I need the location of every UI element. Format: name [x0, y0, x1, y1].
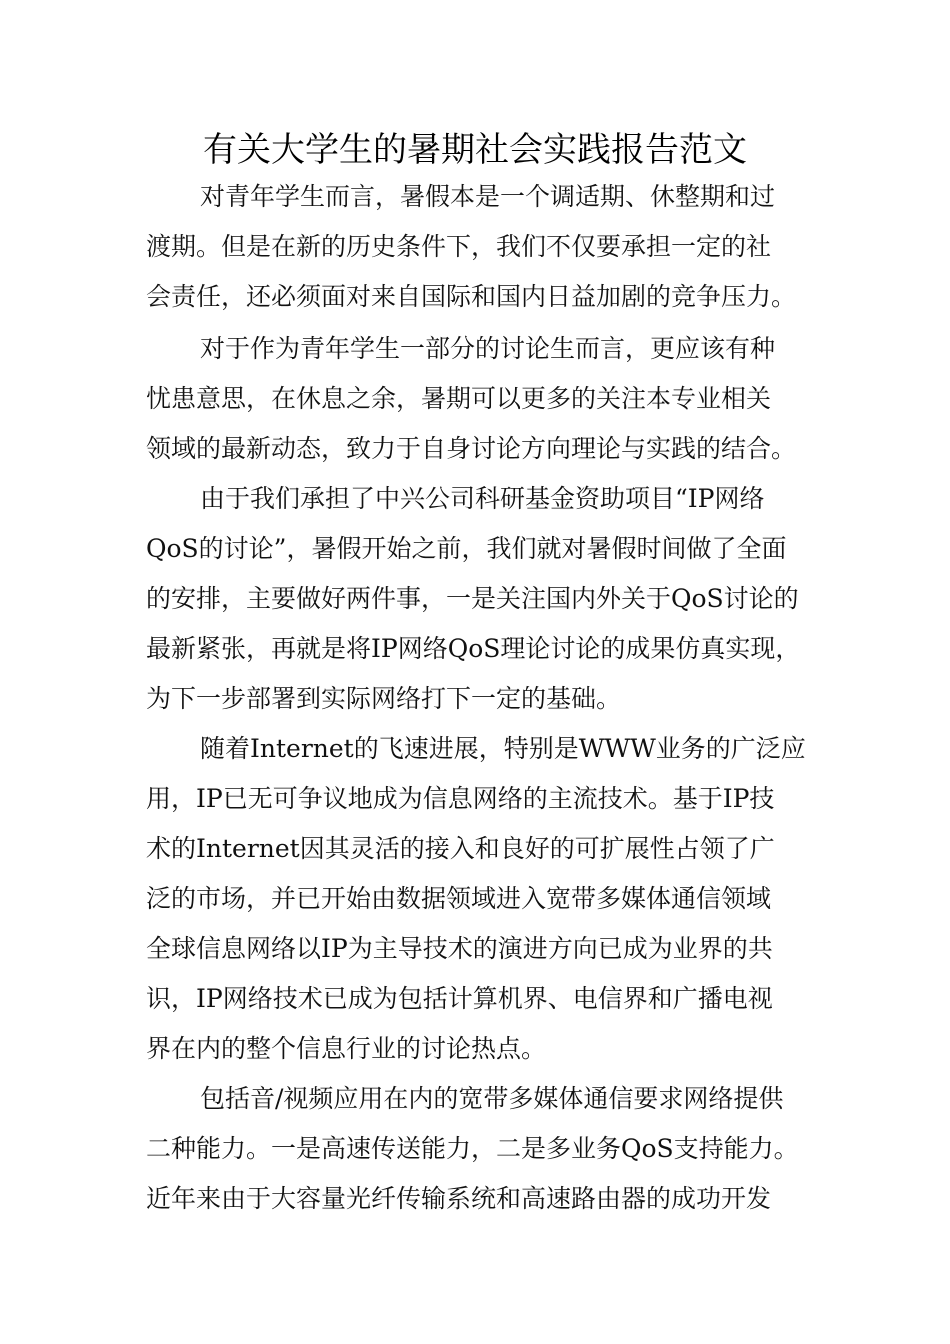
body-line: 渡期。但是在新的历史条件下，我们不仅要承担一定的社	[146, 232, 772, 261]
body-line: 领域的最新动态，致力于自身讨论方向理论与实践的结合。	[146, 434, 797, 463]
body-line: 对于作为青年学生一部分的讨论生而言，更应该有种	[200, 334, 776, 363]
body-line: 二种能力。一是高速传送能力，二是多业务QoS支持能力。	[146, 1134, 799, 1163]
document-title: 有关大学生的暑期社会实践报告范文	[203, 130, 747, 170]
body-line: 对青年学生而言，暑假本是一个调适期、休整期和过	[200, 182, 776, 211]
body-line: 的安排，主要做好两件事，一是关注国内外关于QoS讨论的	[146, 584, 799, 613]
body-line: 识，IP网络技术已成为包括计算机界、电信界和广播电视	[146, 984, 773, 1013]
body-line: 全球信息网络以IP为主导技术的演进方向已成为业界的共	[146, 934, 773, 963]
body-line: 最新紧张，再就是将IP网络QoS理论讨论的成果仿真实现，	[146, 634, 801, 663]
body-line: 术的Internet因其灵活的接入和良好的可扩展性占领了广	[146, 834, 775, 863]
body-line: 用，IP已无可争议地成为信息网络的主流技术。基于IP技	[146, 784, 775, 813]
body-line: QoS的讨论”，暑假开始之前，我们就对暑假时间做了全面	[146, 534, 787, 563]
body-line: 随着Internet的飞速进展，特别是WWW业务的广泛应	[200, 734, 806, 763]
body-line: 包括音/视频应用在内的宽带多媒体通信要求网络提供	[200, 1084, 784, 1113]
body-line: 忧患意思，在休息之余，暑期可以更多的关注本专业相关	[146, 384, 772, 413]
body-line: 由于我们承担了中兴公司科研基金资助项目“IP网络	[200, 484, 765, 513]
body-line: 会责任，还必须面对来自国际和国内日益加剧的竞争压力。	[146, 282, 797, 311]
body-line: 为下一步部署到实际网络打下一定的基础。	[146, 684, 622, 713]
body-line: 界在内的整个信息行业的讨论热点。	[146, 1034, 547, 1063]
body-line: 泛的市场，并已开始由数据领域进入宽带多媒体通信领域	[146, 884, 772, 913]
body-line: 近年来由于大容量光纤传输系统和高速路由器的成功开发	[146, 1184, 772, 1213]
